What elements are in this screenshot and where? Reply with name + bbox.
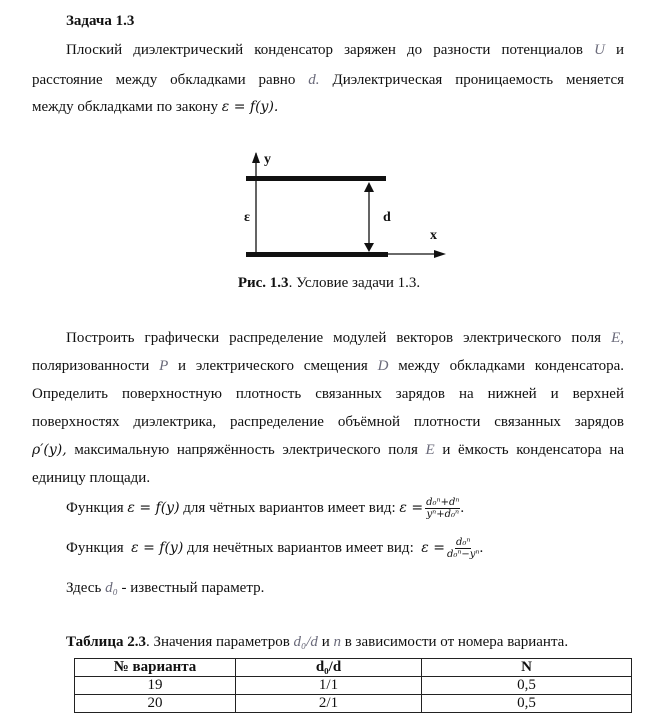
var-E: E <box>425 442 435 458</box>
epsilon-label: ε <box>244 210 250 225</box>
table-header-row <box>75 659 632 677</box>
var-U: U <box>594 42 605 58</box>
text: поляризованности <box>32 358 150 374</box>
var-P: P <box>159 358 169 374</box>
text: единицу площади. <box>32 470 151 486</box>
caption-text: . Условие задачи 1.3. <box>288 275 421 291</box>
text: и электрического смещения <box>178 358 368 374</box>
text: между обкладками конденсатора. <box>398 358 625 374</box>
header-n: N <box>422 659 632 677</box>
text: в зависимости от номера варианта. <box>344 634 569 650</box>
caption-bold: Таблица 2.3 <box>66 634 146 650</box>
text: поверхностях диэлектрика, распределение объёмной плотности связанных зарядов <box>32 414 624 430</box>
table-row <box>75 695 632 713</box>
text: между обкладками по закону <box>32 99 218 115</box>
cell-d0-d: 1/1 <box>236 677 422 695</box>
text: - известный параметр. <box>121 580 265 596</box>
even-fraction <box>425 497 460 520</box>
cell-d0-d: 2/1 <box>236 695 422 713</box>
table-row <box>75 677 632 695</box>
formula: ε = f(y) <box>127 500 180 516</box>
intro-line-1 <box>66 41 624 59</box>
text: Построить графически распределение модулей векторов электрического поля <box>66 330 602 346</box>
text: Функция <box>66 540 124 556</box>
intro-line-2 <box>32 71 624 89</box>
y-axis-label: y <box>264 152 271 167</box>
intro-line-3 <box>32 98 624 116</box>
text: максимальную напряжённость электрического поля <box>74 442 418 458</box>
body-line-3 <box>32 385 624 403</box>
cell-n: 0,5 <box>422 695 632 713</box>
text: Функция <box>66 500 124 516</box>
numerator: d₀ⁿ <box>455 537 471 549</box>
body-line-1 <box>66 329 624 347</box>
cell-variant: 20 <box>75 695 236 713</box>
denominator: yⁿ+d₀ⁿ <box>426 509 460 521</box>
denominator: d₀ⁿ−yⁿ <box>446 549 480 561</box>
cell-variant: 19 <box>75 677 236 695</box>
var-E: E, <box>611 330 624 346</box>
text: расстояние между обкладками равно <box>32 72 296 88</box>
body-line-4 <box>32 413 624 431</box>
formula-eps: ε = f(y). <box>221 99 279 115</box>
parameters-table <box>74 658 632 713</box>
var-D: D <box>377 358 389 374</box>
formula-rho: ρ′(y), <box>32 442 67 458</box>
header-d0-d: d₀/d <box>236 659 422 677</box>
formula: ε = f(y) <box>131 540 184 556</box>
cell-n: 0,5 <box>422 677 632 695</box>
text: Плоский диэлектрический конденсатор заряжен до разности потенциалов <box>66 42 583 58</box>
text: . Значения параметров <box>145 634 290 650</box>
var-d0: d₀ <box>105 580 118 596</box>
text: Здесь <box>66 580 102 596</box>
text: Диэлектрическая проницаемость меняется <box>332 72 625 88</box>
formula: ε = <box>399 500 424 516</box>
body-line-5 <box>32 441 624 459</box>
x-axis-label: x <box>430 228 437 243</box>
caption-bold: Рис. 1.3 <box>237 275 289 291</box>
text: и ёмкость конденсатора на <box>442 442 625 458</box>
task-title: Задача 1.3 <box>66 13 135 29</box>
capacitor-diagram <box>200 145 460 270</box>
distance-label: d <box>383 210 391 225</box>
var-d: d. <box>308 72 320 88</box>
bottom-plate <box>246 252 388 257</box>
formula: ε = <box>421 540 445 556</box>
text: для чётных вариантов имеет вид: <box>183 500 396 516</box>
distance-arrow <box>364 182 374 252</box>
body-line-6 <box>32 469 624 487</box>
top-plate <box>246 176 386 181</box>
var-n: n <box>333 634 341 650</box>
y-axis <box>252 152 260 255</box>
odd-function-line: Функция ε = f(y) для нечётных вариантов имеет вид: ε = $\frac{\text{d₀ⁿ}}{\text{d₀ⁿ−yⁿ}}$ . <box>66 537 484 561</box>
text: и <box>616 42 625 58</box>
figure-caption <box>0 275 658 292</box>
here-line <box>66 579 658 597</box>
numerator: d₀ⁿ+dⁿ <box>426 497 460 509</box>
table-caption <box>66 633 658 651</box>
text: для нечётных вариантов имеет вид: <box>187 540 414 556</box>
header-variant: № варианта <box>75 659 236 677</box>
var-d0-d: d₀/d <box>293 634 318 650</box>
text: и <box>321 634 330 650</box>
text: Определить поверхностную плотность связанных зарядов на нижней и верхней <box>32 386 624 402</box>
even-function-line: Функция ε = f(y) для чётных вариантов имеет вид: ε = $\frac{\text{d₀ⁿ+dⁿ}}{\text{yⁿ+d₀ⁿ}}$ . <box>66 497 465 521</box>
odd-fraction <box>447 537 480 560</box>
body-line-2 <box>32 357 624 375</box>
